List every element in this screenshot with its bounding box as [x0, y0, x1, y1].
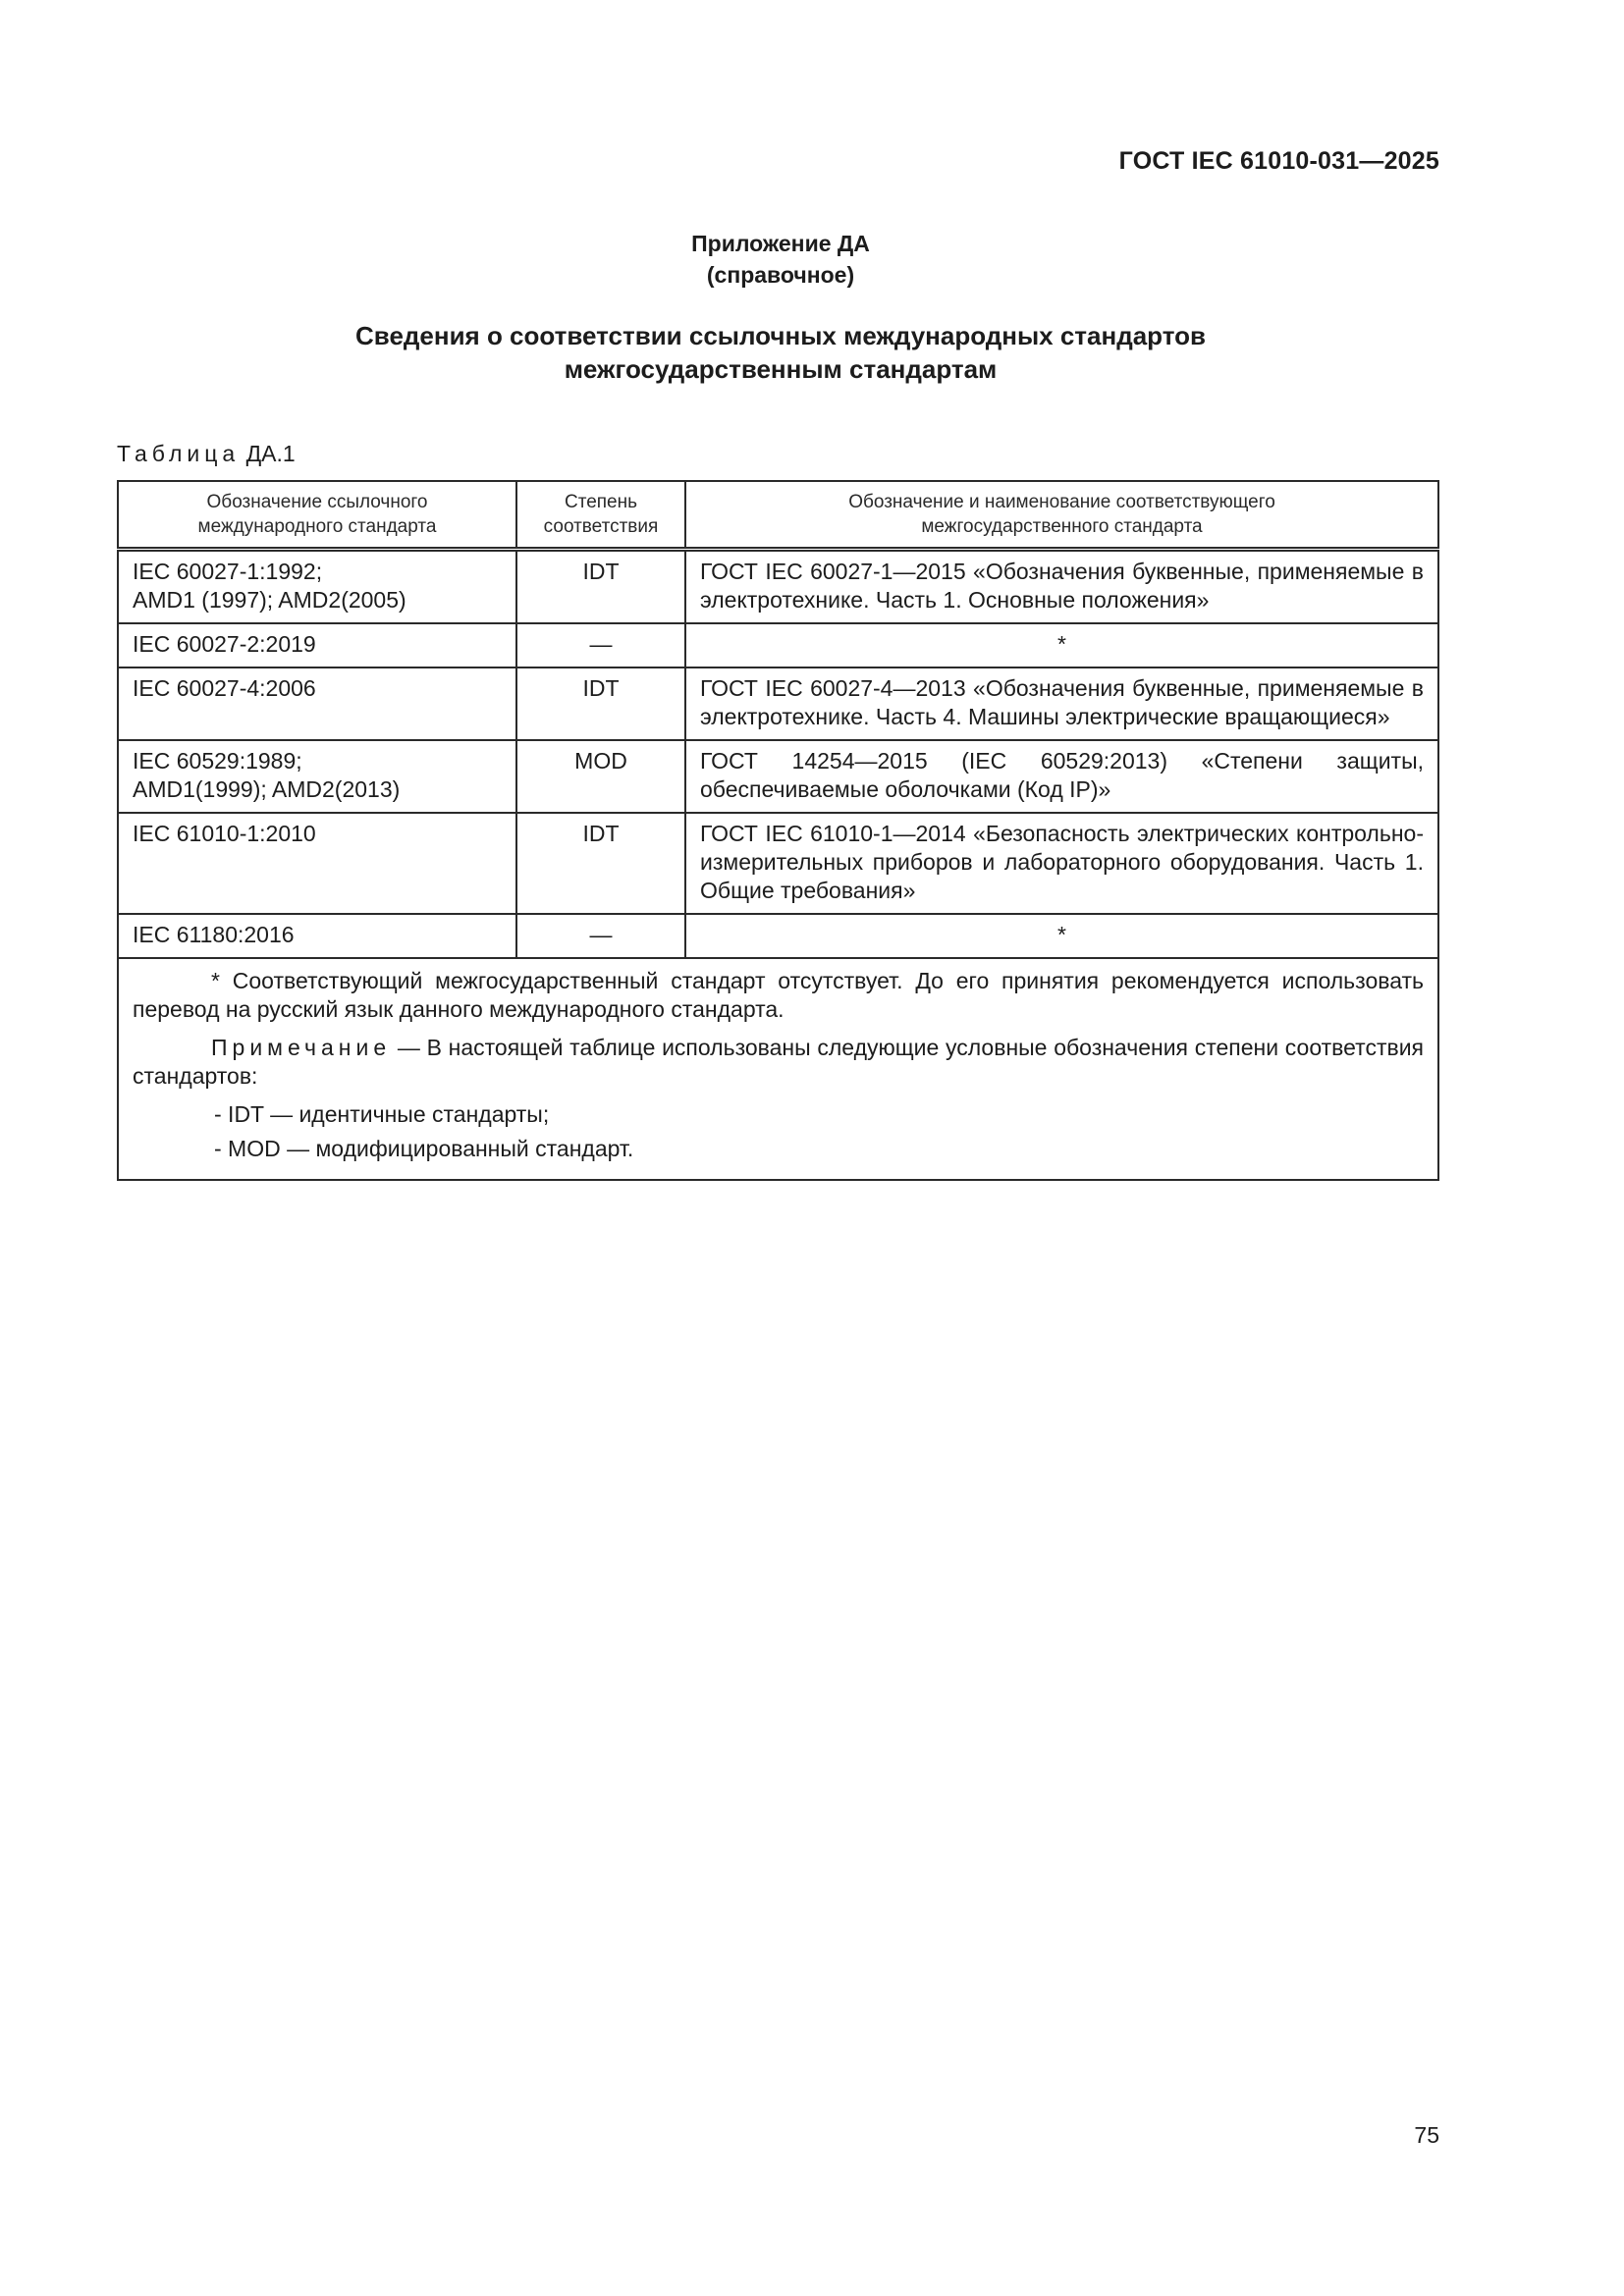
table-row — [118, 740, 1438, 813]
national-standard-cell: ГОСТ IEC 60027-4—2013 «Обозначения буквенные, применяемые в электротехнике. Часть 4. Машины электрические вращающиеся» — [685, 667, 1438, 740]
international-standard-line2: AMD1(1999); AMD2(2013) — [133, 776, 401, 802]
column-header-degree-line2: соответствия — [543, 516, 659, 537]
annex-heading — [0, 228, 1561, 291]
table-row — [118, 550, 1438, 624]
note-label: Примечание — [211, 1035, 392, 1060]
correspondence-table — [117, 480, 1439, 1181]
international-standard-line1: IEC 60027-4:2006 — [133, 675, 316, 701]
international-standard-cell — [118, 740, 516, 813]
table-row — [118, 914, 1438, 958]
column-header-international-line2: международного стандарта — [197, 516, 437, 537]
document-title-line2: межгосударственным стандартам — [564, 354, 998, 384]
column-header-national-line1: Обозначение и наименование соответствующего — [848, 492, 1275, 512]
table-notes-row — [118, 958, 1438, 1180]
national-standard-cell: * — [685, 914, 1438, 958]
international-standard-cell — [118, 813, 516, 914]
international-standard-cell — [118, 914, 516, 958]
table-row — [118, 813, 1438, 914]
table-caption-label: Таблица — [117, 441, 241, 466]
table-caption — [117, 441, 296, 467]
international-standard-line1: IEC 60529:1989; — [133, 748, 302, 774]
international-standard-line1: IEC 61180:2016 — [133, 922, 295, 947]
international-standard-line1: IEC 61010-1:2010 — [133, 821, 316, 846]
annex-title: Приложение ДА — [691, 231, 870, 256]
degree-cell: IDT — [516, 813, 685, 914]
note-text: — В настоящей таблице использованы следующие условные обозначения степени соответствия стандартов: — [133, 1035, 1424, 1089]
table-header-row — [118, 481, 1438, 550]
document-title-line1: Сведения о соответствии ссылочных международных стандартов — [355, 321, 1206, 350]
national-standard-cell: ГОСТ IEC 60027-1—2015 «Обозначения буквенные, применяемые в электротехнике. Часть 1. Основные положения» — [685, 550, 1438, 624]
international-standard-cell — [118, 667, 516, 740]
table-row — [118, 667, 1438, 740]
international-standard-line1: IEC 60027-2:2019 — [133, 631, 316, 657]
table-row — [118, 623, 1438, 667]
degree-cell: — — [516, 914, 685, 958]
column-header-national — [685, 481, 1438, 550]
table-notes-cell — [118, 958, 1438, 1180]
column-header-international — [118, 481, 516, 550]
page-number: 75 — [1414, 2122, 1439, 2148]
degree-cell: IDT — [516, 550, 685, 624]
table-note — [133, 1034, 1424, 1091]
legend-item-idt: - IDT — идентичные стандарты; — [214, 1101, 550, 1127]
column-header-international-line1: Обозначение ссылочного — [206, 492, 428, 512]
international-standard-cell — [118, 623, 516, 667]
international-standard-line1: IEC 60027-1:1992; — [133, 559, 323, 584]
international-standard-line2: AMD1 (1997); AMD2(2005) — [133, 587, 406, 613]
table-footnote: * Соответствующий межгосударственный стандарт отсутствует. До его принятия рекомендуется использовать перевод на русский язык данного международного стандарта. — [133, 968, 1424, 1022]
degree-cell: MOD — [516, 740, 685, 813]
column-header-national-line2: межгосударственного стандарта — [921, 516, 1203, 537]
column-header-degree-line1: Степень — [564, 492, 638, 512]
annex-status: (справочное) — [706, 262, 855, 288]
degree-cell: IDT — [516, 667, 685, 740]
legend-item-mod: - MOD — модифицированный стандарт. — [214, 1136, 634, 1161]
degree-cell: — — [516, 623, 685, 667]
national-standard-cell: ГОСТ 14254—2015 (IEC 60529:2013) «Степени защиты, обеспечиваемые оболочками (Код IP)» — [685, 740, 1438, 813]
national-standard-cell: * — [685, 623, 1438, 667]
document-title — [0, 319, 1561, 386]
column-header-degree — [516, 481, 685, 550]
document-designation: ГОСТ IEC 61010-031—2025 — [1118, 147, 1439, 175]
table-caption-number: ДА.1 — [245, 441, 296, 466]
international-standard-cell — [118, 550, 516, 624]
national-standard-cell: ГОСТ IEC 61010-1—2014 «Безопасность электрических контрольно-измерительных приборов и лабораторного оборудования. Часть 1. Общие требования» — [685, 813, 1438, 914]
